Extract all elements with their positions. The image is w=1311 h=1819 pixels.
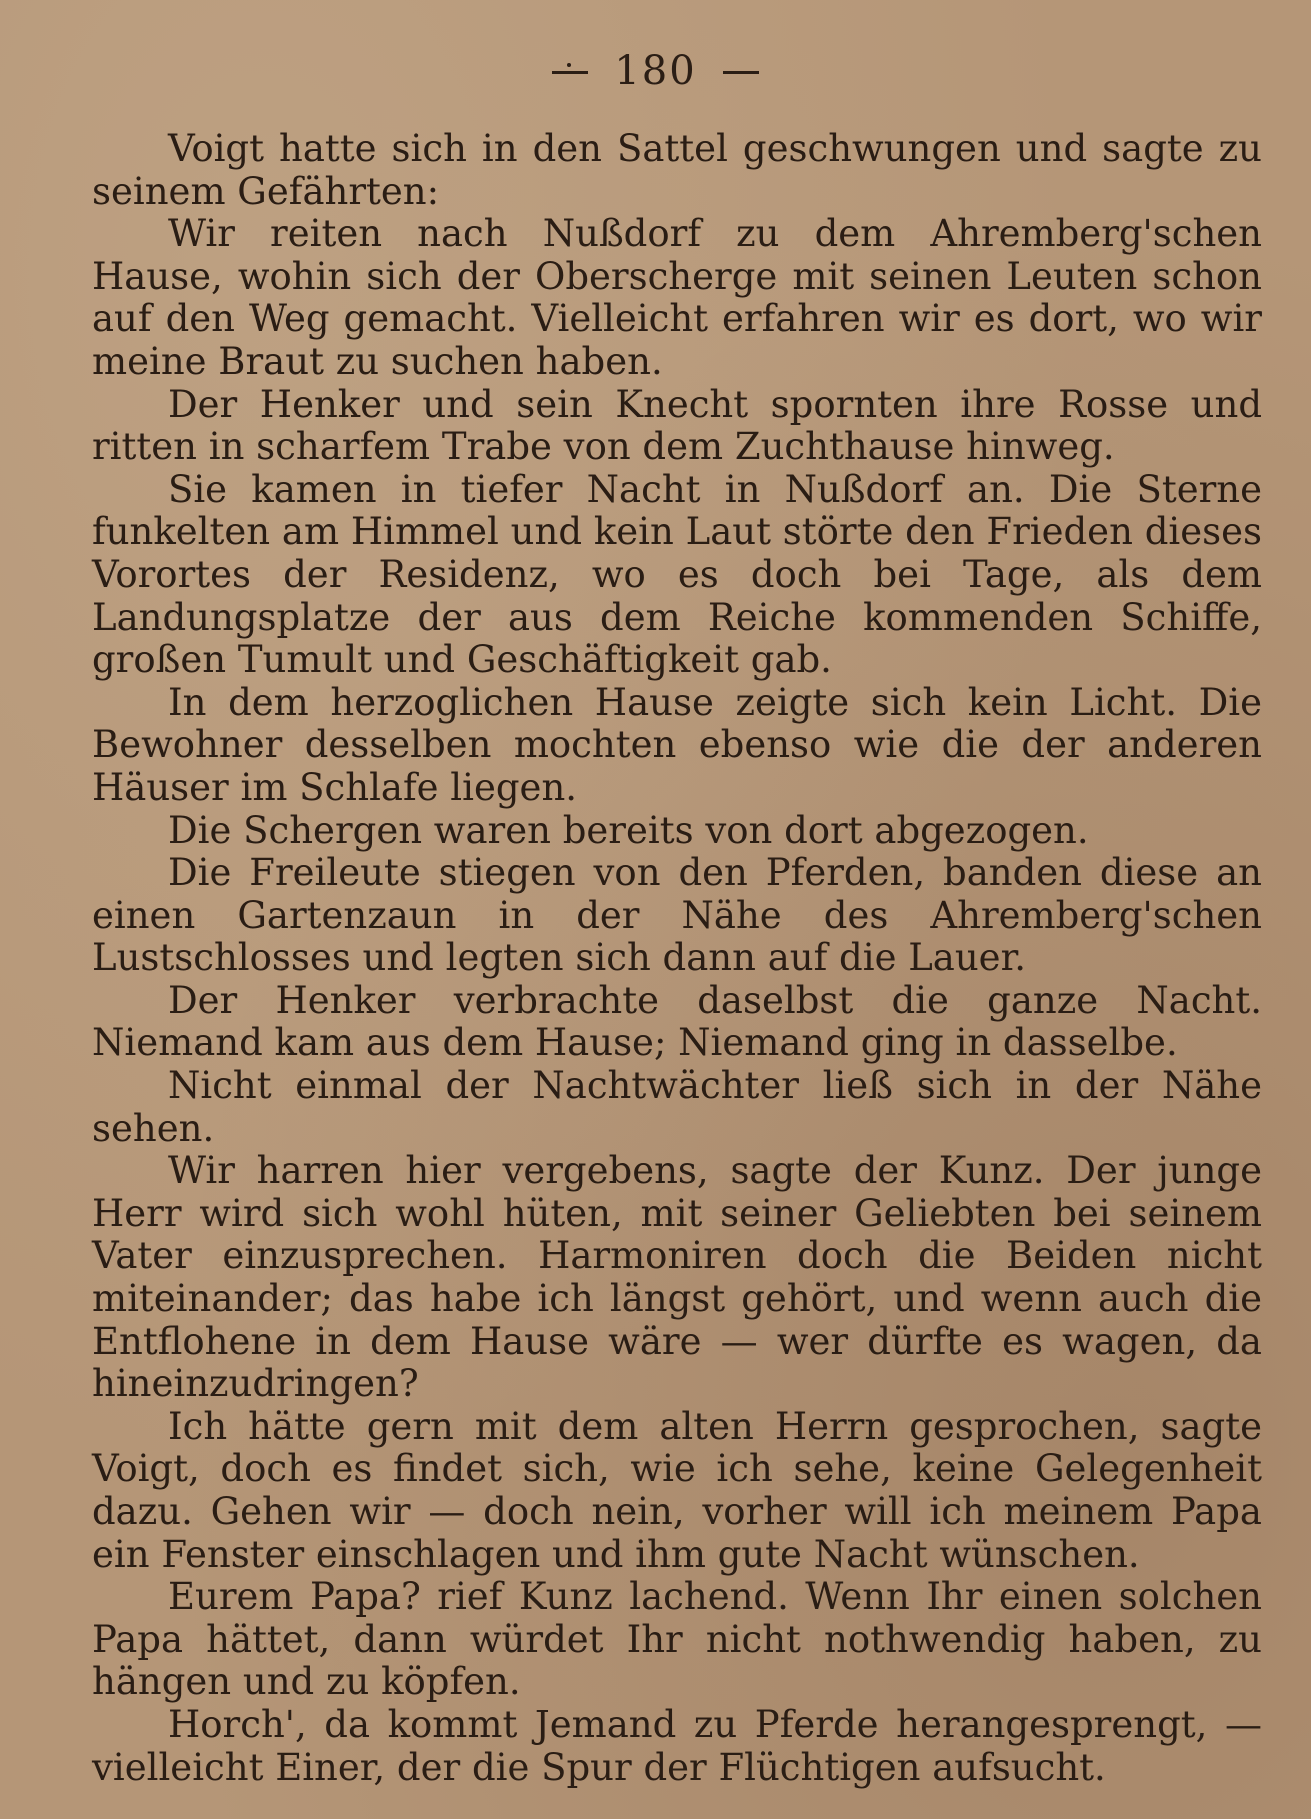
paragraph-3: Der Henker und sein Knecht spornten ihre Rosse und ritten in scharfem Trabe von dem Zuchthause hinweg. [92,382,1262,469]
paragraph-2: Wir reiten nach Nußdorf zu dem Ahremberg'schen Hause, wohin sich der Oberscherge mit seinen Leuten schon auf den Weg gemacht. Vielleicht erfahren wir es dort, wo wir meine Braut zu suchen haben. [92,212,1262,383]
paragraph-4: Sie kamen in tiefer Nacht in Nußdorf an. Die Sterne funkelten am Himmel und kein Laut störte den Frieden dieses Vorortes der Residenz, wo es doch bei Tage, als dem Landungsplatze der aus dem Reiche kommenden Schiffe, großen Tumult und Geschäftigkeit gab. [92,467,1262,682]
page-header [0,48,1311,94]
header-dash-right [723,71,759,74]
paragraph-11: Ich hätte gern mit dem alten Herrn gesprochen, sagte Voigt, doch es findet sich, wie ich sehe, keine Gelegenheit dazu. Gehen wir — doch nein, vorher will ich meinem Papa ein Fenster einschlagen und ihm gute Nacht wünschen. [92,1404,1262,1576]
paragraph-6: Die Schergen waren bereits von dort abgezogen. [168,808,1089,852]
paragraph-13: Horch', da kommt Jemand zu Pferde herangesprengt, — vielleicht Einer, der die Spur der Flüchtigen aufsucht. [92,1702,1262,1789]
body-text [92,128,1262,1789]
paragraph-12: Eurem Papa? rief Kunz lachend. Wenn Ihr einen solchen Papa hättet, dann würdet Ihr nicht nothwendig haben, zu hängen und zu köpfen. [92,1575,1262,1704]
header-dash-left [552,71,588,74]
paragraph-7: Die Freileute stiegen von den Pferden, banden diese an einen Gartenzaun in der Nähe des Ahremberg'schen Lustschlosses und legten sich dann auf die Lauer. [92,851,1262,980]
page-number: 180 [614,48,697,94]
paragraph-5: In dem herzoglichen Hause zeigte sich kein Licht. Die Bewohner desselben mochten ebenso wie die der anderen Häuser im Schlafe liegen. [92,680,1262,809]
paragraph-1: Voigt hatte sich in den Sattel geschwungen und sagte zu seinem Gefährten: [92,127,1262,213]
paragraph-10: Wir harren hier vergebens, sagte der Kunz. Der junge Herr wird sich wohl hüten, mit seiner Geliebten bei seinem Vater einzusprechen. Harmoniren doch die Beiden nicht miteinander; das habe ich längst gehört, und wenn auch die Entflohene in dem Hause wäre — wer dürfte es wagen, da hineinzudringen? [92,1149,1262,1406]
paragraph-9: Nicht einmal der Nachtwächter ließ sich in der Nähe sehen. [92,1064,1262,1150]
paragraph-8: Der Henker verbrachte daselbst die ganze Nacht. Niemand kam aus dem Hause; Niemand ging in dasselbe. [92,978,1262,1065]
